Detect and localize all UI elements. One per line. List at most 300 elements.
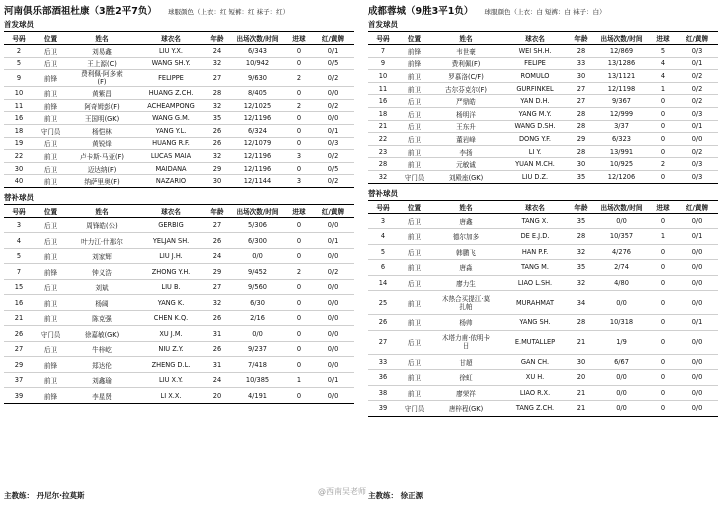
table-row [4,162,354,175]
table-cell: 5 [4,248,34,264]
table-row [368,275,718,291]
table-cell: 7 [4,264,34,280]
table-cell: 后卫 [398,354,431,370]
table-cell: 前卫 [34,87,67,100]
table-cell: 32 [205,57,229,70]
table-cell: 6/67 [593,354,650,370]
table-cell: 27 [205,279,229,295]
table-cell: 1/9 [593,330,650,354]
table-cell: 0/0 [676,275,718,291]
table-cell: 10/318 [593,315,650,331]
column-header: 出场次数/时间 [229,204,286,217]
table-cell: 0/0 [312,217,354,233]
table-cell: 木塔力甫·依明卡 日 [431,330,501,354]
table-cell: 3 [4,217,34,233]
table-cell: 0/0 [312,310,354,326]
kit-colors: 球服颜色（上衣：红 短裤：红 袜子：红） [167,8,290,16]
table-cell: 9/237 [229,341,286,357]
table-cell: 4 [650,57,676,70]
table-cell: 27 [205,217,229,233]
table-header-row [368,200,718,213]
column-header: 红/黄牌 [676,32,718,45]
table-cell: 后卫 [34,233,67,249]
table-cell: 前卫 [398,370,431,386]
table-cell: 徐虹 [431,370,501,386]
table-cell: 10/385 [229,372,286,388]
column-header: 年龄 [205,32,229,45]
table-cell: 后卫 [34,279,67,295]
table-cell: 韩鹏飞 [431,244,501,260]
table-cell: 前卫 [34,150,67,163]
table-cell: 0 [286,112,312,125]
table-cell: 前锋 [34,388,67,404]
table-cell: 0 [650,291,676,315]
table-cell: 5 [368,244,398,260]
table-cell: 0/0 [312,341,354,357]
table-cell: 王上源(C) [67,57,137,70]
table-cell: 0 [650,275,676,291]
table-cell: 26 [368,315,398,331]
table-cell: 0/0 [312,326,354,342]
table-cell: 12/1025 [229,99,286,112]
table-cell: 陈克强 [67,310,137,326]
column-header: 位置 [398,32,431,45]
subs-table [368,200,718,417]
table-cell: LI X.X. [137,388,205,404]
subs-label: 替补球员 [4,192,34,202]
table-cell: 杨明洋 [431,107,501,120]
table-cell: 2/74 [593,260,650,276]
table-cell: 0/1 [676,57,718,70]
table-cell: 32 [569,244,593,260]
table-cell: 0/0 [593,401,650,417]
table-cell: 6/324 [229,124,286,137]
table-cell: 守门员 [34,124,67,137]
table-cell: 后卫 [398,120,431,133]
table-cell: 35 [569,260,593,276]
table-row [4,137,354,150]
table-cell: 纳萨里奥(F) [67,175,137,188]
table-cell: 6/30 [229,295,286,311]
table-cell: 0 [650,260,676,276]
table-cell: 甘超 [431,354,501,370]
table-cell: TANG X. [501,213,569,229]
table-cell: YANG M.Y. [501,107,569,120]
table-cell: 25 [368,291,398,315]
table-header-row [4,32,354,45]
table-cell: 18 [4,124,34,137]
table-cell: 28 [569,120,593,133]
table-row [368,315,718,331]
table-cell: 39 [4,388,34,404]
table-cell: 9/367 [593,95,650,108]
table-cell: 33 [569,57,593,70]
table-cell: LIU X.Y. [137,372,205,388]
column-header: 球衣名 [137,204,205,217]
table-row [368,401,718,417]
table-cell: 10 [368,70,398,83]
table-cell: 前锋 [398,57,431,70]
table-cell: 0/0 [593,370,650,386]
starters-label: 首发球员 [4,20,34,29]
table-cell: 费利佩(F) [431,57,501,70]
kit-colors: 球服颜色（上衣：白 短裤：白 袜子：白） [484,8,606,16]
table-cell: 24 [205,372,229,388]
table-cell: 0/0 [312,248,354,264]
column-header: 年龄 [205,204,229,217]
table-cell: 前锋 [34,357,67,373]
column-header: 姓名 [67,204,137,217]
table-header-row [368,32,718,45]
table-cell: 31 [205,357,229,373]
table-cell: 0/0 [676,385,718,401]
table-cell: MAIDANA [137,162,205,175]
table-cell: 29 [205,162,229,175]
table-cell: 16 [4,112,34,125]
table-cell: 0 [286,357,312,373]
table-cell: ACHEAMPONG [137,99,205,112]
team-title: 河南俱乐部酒祖杜康（3胜2平7负） [4,6,157,17]
table-cell: 20 [569,370,593,386]
starters-table [4,31,354,188]
table-cell: 0 [650,120,676,133]
table-cell: 30 [569,354,593,370]
table-cell: 30 [4,162,34,175]
column-header: 进球 [286,204,312,217]
table-cell: 0/5 [312,57,354,70]
table-cell: 36 [368,370,398,386]
table-cell: 0/0 [676,401,718,417]
table-cell: 26 [4,326,34,342]
table-cell: 32 [368,170,398,183]
table-cell: 32 [205,150,229,163]
table-cell: 廖荣祥 [431,385,501,401]
table-cell: 杨阔 [67,295,137,311]
table-cell: 前卫 [398,315,431,331]
table-cell: 1 [650,229,676,245]
table-cell: 11 [368,82,398,95]
table-cell: 前卫 [398,291,431,315]
table-cell: 0/2 [676,145,718,158]
table-cell: 后卫 [398,244,431,260]
table-row [4,372,354,388]
table-cell: 5 [650,45,676,58]
table-cell: 0 [286,279,312,295]
column-header: 号码 [368,200,398,213]
table-cell: 0/0 [593,385,650,401]
team-header [368,2,718,15]
table-cell: 前卫 [398,260,431,276]
table-row [368,170,718,183]
table-cell: 27 [205,70,229,87]
table-row [4,87,354,100]
table-cell: 周锋皓(公) [67,217,137,233]
subs-label: 替补球员 [368,188,398,198]
table-cell: 后卫 [34,45,67,58]
table-cell: 1 [286,372,312,388]
column-header: 位置 [34,204,67,217]
table-cell: LUCAS MAIA [137,150,205,163]
table-cell: 13/1121 [593,70,650,83]
table-row [4,150,354,163]
table-row [368,57,718,70]
table-cell: 38 [368,385,398,401]
table-row [368,370,718,386]
table-cell: 0 [286,124,312,137]
table-cell: 前锋 [34,264,67,280]
table-row [4,295,354,311]
table-cell: 28 [205,87,229,100]
table-cell: 徐嘉敏(GK) [67,326,137,342]
table-cell: 牛梓屹 [67,341,137,357]
table-cell: WANG D.SH. [501,120,569,133]
table-cell: 0/0 [676,244,718,260]
table-row [368,330,718,354]
table-cell: CHEN K.Q. [137,310,205,326]
table-cell: 12/1196 [229,150,286,163]
table-cell: 26 [205,341,229,357]
table-cell: 21 [368,120,398,133]
table-cell: 29 [569,133,593,146]
table-cell: 32 [569,275,593,291]
table-cell: 0/0 [676,133,718,146]
table-cell: 0/3 [676,45,718,58]
table-row [368,260,718,276]
table-cell: 前卫 [398,70,431,83]
table-cell: 刘殿座(GK) [431,170,501,183]
table-cell: 前卫 [34,372,67,388]
table-cell: ZHONG Y.H. [137,264,205,280]
table-cell: LIU J.H. [137,248,205,264]
table-cell: DE E.J.D. [501,229,569,245]
table-cell: 董岩峰 [431,133,501,146]
table-cell: 26 [205,233,229,249]
table-cell: 元敏诚 [431,158,501,171]
table-cell: 20 [205,388,229,404]
table-cell: 35 [205,112,229,125]
table-cell: LIU Y.X. [137,45,205,58]
table-cell: 杨帅 [431,315,501,331]
table-cell: 0 [650,107,676,120]
table-cell: 0 [286,248,312,264]
table-cell: 0/0 [593,291,650,315]
table-cell: 35 [569,170,593,183]
table-cell: NAZARIO [137,175,205,188]
table-cell: XU H. [501,370,569,386]
table-cell: 28 [569,145,593,158]
starters-table [368,31,718,184]
column-header: 姓名 [431,200,501,213]
table-cell: 0/0 [676,370,718,386]
head-coach: 主教练： 丹尼尔·拉莫斯 [4,491,85,500]
table-cell: 前锋 [34,70,67,87]
table-cell: 迈达纳(F) [67,162,137,175]
table-cell: 4 [4,233,34,249]
table-cell: 9 [368,57,398,70]
table-cell: 3 [286,150,312,163]
table-row [4,357,354,373]
table-cell: 5 [4,57,34,70]
table-cell: 黄锐烽 [67,137,137,150]
table-cell: 0 [286,57,312,70]
table-cell: E.MUTALLEP [501,330,569,354]
table-cell: 18 [368,107,398,120]
table-cell: 2 [286,70,312,87]
column-header: 出场次数/时间 [593,200,650,213]
table-cell: 0/1 [676,120,718,133]
table-cell: 21 [569,330,593,354]
table-cell: 12/1196 [229,112,286,125]
table-cell: 前卫 [398,385,431,401]
table-cell: 3 [368,213,398,229]
table-cell: 12/1198 [593,82,650,95]
table-cell: 后卫 [398,213,431,229]
table-cell: 7 [368,45,398,58]
column-header: 球衣名 [501,200,569,213]
table-row [4,45,354,58]
column-header: 姓名 [431,32,501,45]
table-cell: 0 [650,133,676,146]
table-row [368,291,718,315]
table-cell: 7/418 [229,357,286,373]
table-cell: 后卫 [34,137,67,150]
table-cell: 12/869 [593,45,650,58]
table-cell: 0 [286,388,312,404]
table-cell: ROMULO [501,70,569,83]
table-cell: 郑达伦 [67,357,137,373]
table-cell: 0/3 [676,107,718,120]
table-cell: 0 [286,326,312,342]
table-cell: 王东升 [431,120,501,133]
table-row [4,112,354,125]
table-row [4,341,354,357]
table-cell: 古尔芬克尔(F) [431,82,501,95]
table-cell: ZHENG D.L. [137,357,205,373]
table-cell: 0/2 [312,99,354,112]
column-header: 球衣名 [501,32,569,45]
table-cell: TANG Z.CH. [501,401,569,417]
table-row [4,326,354,342]
table-cell: 前卫 [34,248,67,264]
table-row [368,45,718,58]
table-cell: 9 [4,70,34,87]
table-cell: 39 [368,401,398,417]
table-cell: 木热合买提江·莫 扎帕 [431,291,501,315]
team-header [4,2,354,15]
table-row [4,99,354,112]
table-cell: 0 [286,217,312,233]
table-header-row [4,204,354,217]
table-cell: 0 [286,45,312,58]
table-cell: WANG SH.Y. [137,57,205,70]
table-cell: 6/300 [229,233,286,249]
table-cell: 唐淼 [431,260,501,276]
team-panel-chengdu [368,2,718,417]
table-cell: 0/1 [312,124,354,137]
table-cell: 24 [205,45,229,58]
table-cell: 21 [569,385,593,401]
table-cell: HUANG R.F. [137,137,205,150]
table-cell: 26 [205,310,229,326]
column-header: 姓名 [67,32,137,45]
table-cell: 12/1144 [229,175,286,188]
table-cell: 28 [569,107,593,120]
table-cell: 22 [4,150,34,163]
table-cell: 13/991 [593,145,650,158]
table-cell: 24 [205,248,229,264]
table-cell: 卢卡斯·马亚(F) [67,150,137,163]
table-cell: 0/0 [676,354,718,370]
subs-table [4,204,354,404]
table-cell: 30 [569,70,593,83]
table-cell: 前卫 [398,158,431,171]
table-cell: YAN D.H. [501,95,569,108]
table-cell: 刘易鑫 [67,45,137,58]
table-cell: 前卫 [398,229,431,245]
table-cell: 后卫 [34,57,67,70]
table-cell: 4/191 [229,388,286,404]
table-cell: 13/1286 [593,57,650,70]
table-cell: LIU D.Z. [501,170,569,183]
table-cell: 6/343 [229,45,286,58]
table-row [4,388,354,404]
starters-label: 首发球员 [368,20,398,29]
table-cell: 0/3 [676,170,718,183]
table-cell: 27 [4,341,34,357]
table-cell: 28 [569,315,593,331]
table-cell: FELIPPE [137,70,205,87]
table-cell: 后卫 [398,330,431,354]
table-cell: 0/0 [593,213,650,229]
table-cell: 钟义浩 [67,264,137,280]
table-cell: 8/405 [229,87,286,100]
table-cell: 0 [286,162,312,175]
table-cell: 0/0 [312,87,354,100]
table-cell: 10/925 [593,158,650,171]
table-cell: 0 [650,213,676,229]
table-cell: 30 [205,175,229,188]
table-cell: 0/0 [312,279,354,295]
table-cell: 19 [4,137,34,150]
table-cell: 0/1 [676,229,718,245]
table-cell: GERBIG [137,217,205,233]
table-row [368,120,718,133]
table-cell: 0/1 [676,315,718,331]
table-cell: YANG SH. [501,315,569,331]
table-cell: 前卫 [34,310,67,326]
table-cell: 0/2 [312,175,354,188]
table-cell: 0/0 [312,357,354,373]
table-row [4,248,354,264]
table-row [368,107,718,120]
table-row [4,124,354,137]
table-cell: 刘家辉 [67,248,137,264]
table-cell: 0 [286,137,312,150]
table-cell: 27 [368,330,398,354]
table-cell: 10/357 [593,229,650,245]
table-cell: 15 [4,279,34,295]
table-cell: 后卫 [398,107,431,120]
table-cell: 李星贤 [67,388,137,404]
column-header: 进球 [650,200,676,213]
table-cell: 0/0 [676,260,718,276]
table-cell: 刘斌 [67,279,137,295]
table-cell: 0 [650,145,676,158]
table-row [368,133,718,146]
table-cell: 40 [4,175,34,188]
watermark: @西南吴老师 [318,487,366,496]
table-cell: 0/2 [312,264,354,280]
